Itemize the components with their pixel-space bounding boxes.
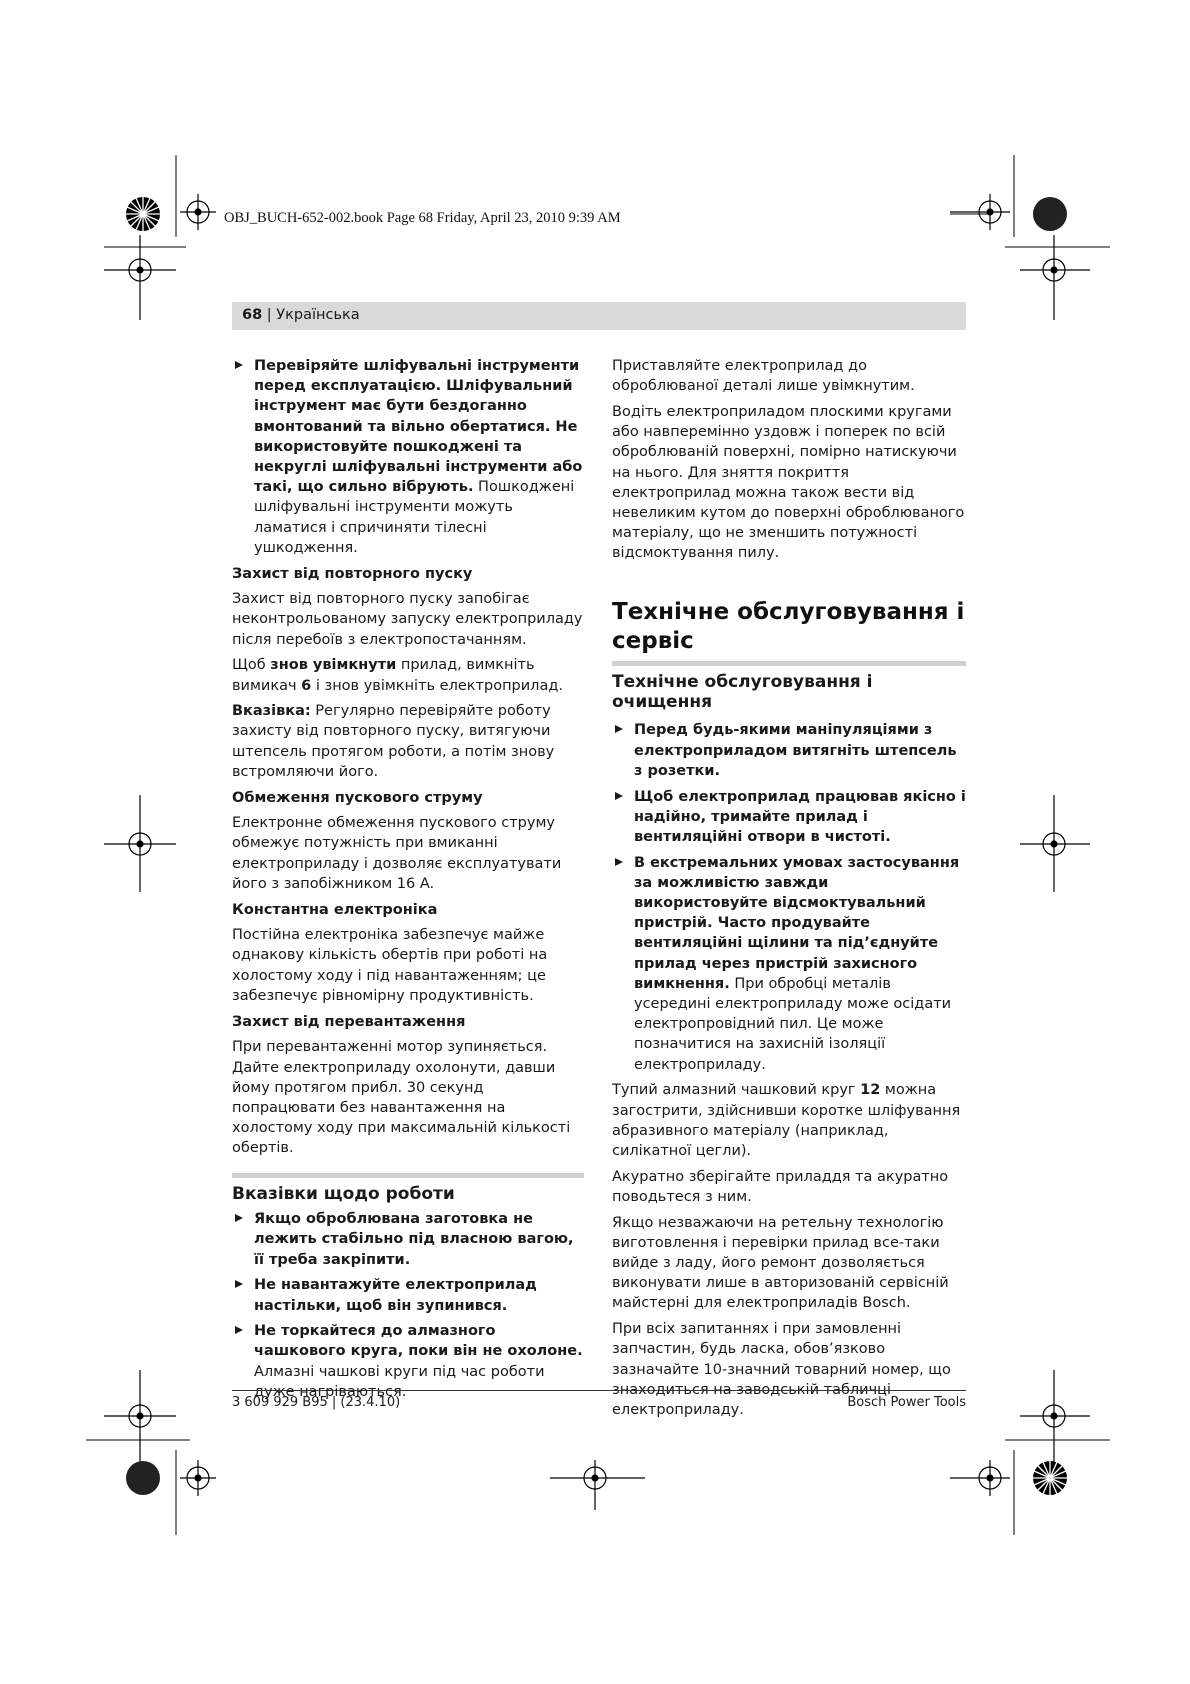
section-rule	[232, 1173, 584, 1178]
left-column	[232, 356, 584, 1408]
paragraph: Приставляйте електроприлад до оброблюваної деталі лише увімкнутим.	[612, 358, 915, 395]
maintenance-bullet: Перед будь-якими маніпуляціями з електроприладом витягніть штепсель з розетки.	[612, 720, 966, 781]
print-slug: OBJ_BUCH-652-002.book Page 68 Friday, April 23, 2010 9:39 AM	[224, 210, 621, 226]
paragraph: Якщо незважаючи на ретельну технологію виготовлення і перевірки прилад все-таки вийде з ладу, його ремонт дозволяється виконувати лише в авторизованій сервісній майстерні для електроприладів Bosch.	[612, 1214, 949, 1312]
constant-electronics-text: Постійна електроніка забезпечує майже однакову кількість обертів при роботі на холостому ходу і під навантаженням; це забезпечує рівномірну продуктивність.	[232, 927, 548, 1004]
paragraph: Водіть електроприладом плоскими кругами або навперемінно уздовж і поперек по всій оброблюваній поверхні, помірно натискуючи на нього. Для зняття покриття електроприлад можна також вести від невеликим кутом до поверхні оброблюваного матеріалу, що не зменшить потужності відсмоктування пилу.	[612, 403, 965, 562]
paragraph: При всіх запитаннях і при замовленні запчастин, будь ласка, обов’язково зазначайте 10-значний товарний номер, що знаходиться на заводській табличці електроприладу.	[612, 1321, 951, 1418]
sharpen-text: Тупий алмазний чашковий круг 12 можна загострити, здійснивши коротке шліфування абразивного матеріалу (наприклад, силікатної цегли).	[612, 1082, 961, 1159]
work-bullet: Не навантажуйте електроприлад настільки, щоб він зупинився.	[232, 1275, 584, 1315]
restart-protection-text: Захист від повторного пуску запобігає неконтрольованому запуску електроприладу після перебоїв з електропостачанням.	[232, 591, 583, 648]
footer-doc-number: 3 609 929 B95 | (23.4.10)	[232, 1395, 401, 1410]
starting-current-text: Електронне обмеження пускового струму обмежує потужність при вмиканні електроприладу і дозволяє експлуатувати його з запобіжником 16 A.	[232, 815, 562, 892]
constant-electronics-heading: Константна електроніка	[232, 901, 438, 918]
page-number: 68	[242, 307, 263, 323]
right-column	[612, 356, 966, 1426]
footer-brand: Bosch Power Tools	[847, 1395, 966, 1410]
overload-protection-text: При перевантаженні мотор зупиняється. Дайте електроприладу охолонути, давши йому протягом прибл. 30 секунд попрацювати без навантаження на холостому ходу при максимальній кількості обертів.	[232, 1039, 571, 1157]
restart-switch-text: Щоб знов увімкнути прилад, вимкніть вимикач 6 і знов увімкніть електроприлад.	[232, 657, 563, 694]
restart-protection-heading: Захист від повторного пуску	[232, 565, 473, 582]
header-language: Українська	[276, 307, 360, 323]
overload-protection-heading: Захист від перевантаження	[232, 1013, 466, 1030]
safety-bullet: Перевіряйте шліфувальні інструменти перед експлуатацією. Шліфувальний інструмент має бути бездоганно вмонтований та вільно обертатися. Не використовуйте пошкоджені та некруглі шліфувальні інструменти або такі, що сильно вібрують. Пошкоджені шліфувальні інструменти можуть ламатися і спричиняти тілесні ушкодження.	[232, 356, 584, 558]
page-header	[232, 302, 966, 330]
service-section-title: Технічне обслуговування і сервіс	[612, 598, 965, 654]
work-bullet: Якщо оброблювана заготовка не лежить стабільно під власною вагою, її треба закріпити.	[232, 1209, 584, 1270]
footer-rule	[232, 1390, 966, 1391]
section-rule	[612, 661, 966, 666]
maintenance-bullet: Щоб електроприлад працював якісно і надійно, тримайте прилад і вентиляційні отвори в чистоті.	[612, 787, 966, 848]
header-separator: |	[262, 307, 277, 323]
maintenance-bullet: В екстремальних умовах застосування за можливістю завжди використовуйте відсмоктувальний пристрій. Часто продувайте вентиляційні щілини та під’єднуйте прилад через пристрій захисного вимкнення. При обробці металів усередині електроприладу може осідати електропровідний пил. Це може позначитися на захисній ізоляції електроприладу.	[612, 853, 966, 1075]
restart-note: Вказівка: Регулярно перевіряйте роботу захисту від повторного пуску, витягуючи штепсель протягом роботи, а потім знову встромляючи його.	[232, 703, 555, 780]
maintenance-heading: Технічне обслуговування і очищення	[612, 672, 873, 713]
paragraph: Акуратно зберігайте приладдя та акуратно поводьтеся з ним.	[612, 1168, 949, 1205]
working-advice-heading: Вказівки щодо роботи	[232, 1183, 455, 1204]
starting-current-heading: Обмеження пускового струму	[232, 789, 483, 806]
work-bullet: Не торкайтеся до алмазного чашкового круга, поки він не охолоне. Алмазні чашкові круги під час роботи дуже нагріваються.	[232, 1321, 584, 1402]
